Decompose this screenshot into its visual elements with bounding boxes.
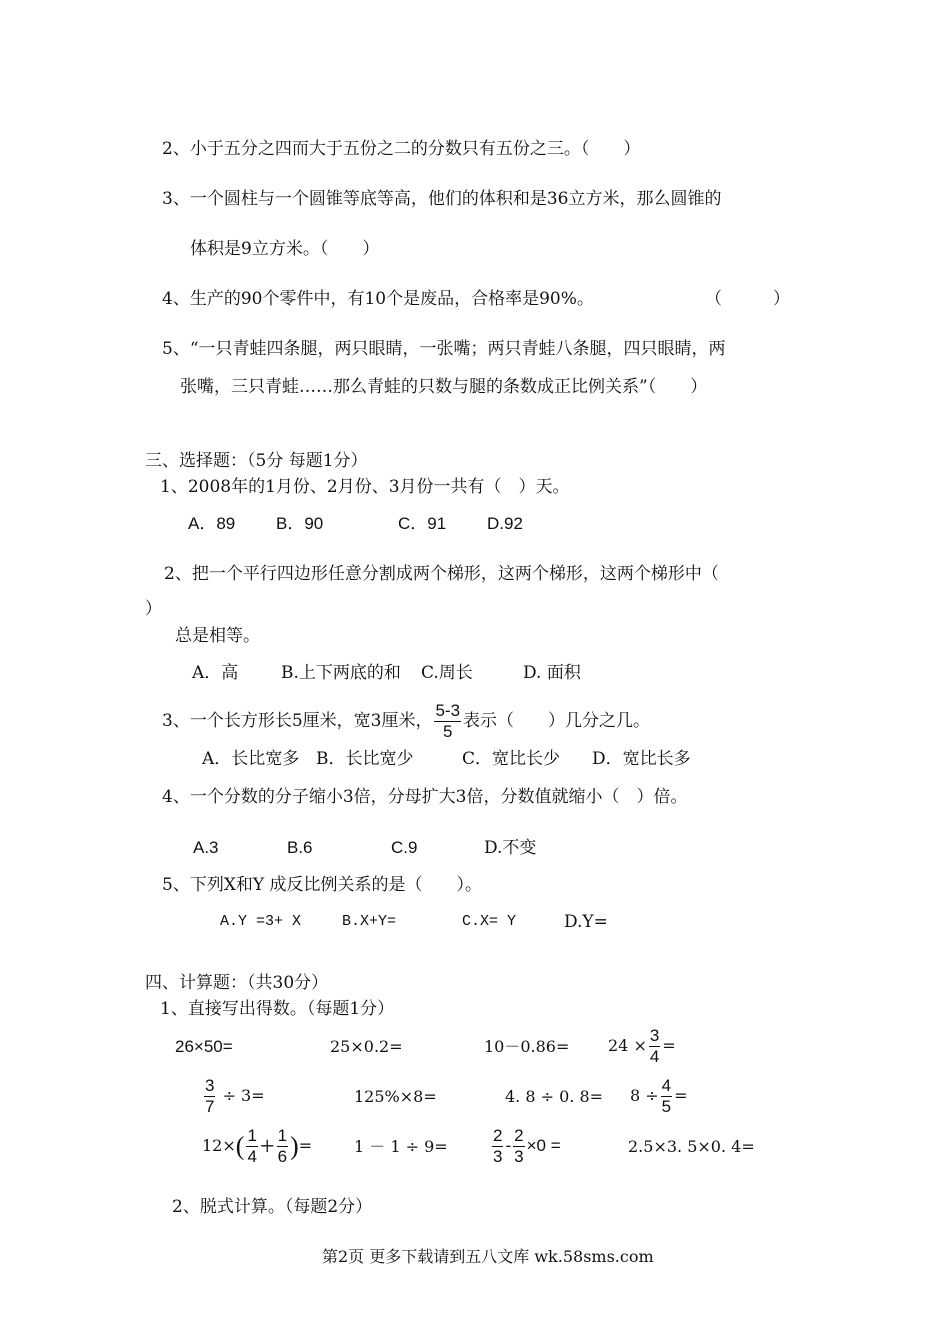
choice-q2-opt-a: A．高 — [192, 663, 239, 683]
calc-r3-fraction3 — [492, 1126, 503, 1167]
page-footer: 第2页 更多下载请到五八文库 wk.58sms.com — [322, 1247, 654, 1266]
choice-q3-suffix: 表示（ ）几分之几。 — [463, 711, 651, 731]
choice-q2-opt-b: B.上下两底的和 — [281, 663, 401, 683]
choice-q5-opt-a: A.Y =3+ X — [220, 913, 302, 930]
calc-r2-c4-head: 8 ÷ — [630, 1086, 659, 1105]
choice-q5-opt-b: B.X+Y= — [342, 913, 397, 930]
calc-r2-c3: 4. 8 ÷ 0. 8= — [505, 1087, 604, 1106]
judge-q2: 2、小于五分之四而大于五份之二的分数只有五份之三。（ ） — [162, 139, 641, 159]
calc-r1-c3: 10－0.86= — [484, 1037, 570, 1056]
judge-q4: 4、生产的90个零件中，有10个是废品，合格率是90%。 — [162, 289, 594, 309]
minus-sign: - — [505, 1136, 512, 1155]
section4-title: 四、计算题：（共30分） — [145, 973, 329, 993]
calc-r3-c1 — [202, 1124, 312, 1169]
calc-r2-c1 — [202, 1074, 265, 1118]
choice-q1-opt-a: A．89 — [188, 514, 236, 533]
choice-q5: 5、下列X和Y 成反比例关系的是（ ）。 — [162, 875, 483, 895]
judge-q5-line1: 5、“一只青蛙四条腿，两只眼睛，一张嘴；两只青蛙八条腿，四只眼睛，两 — [162, 339, 726, 359]
calc-r1-c2: 25×0.2= — [330, 1037, 403, 1056]
fraction-numerator: 2 — [514, 1126, 524, 1145]
fraction-numerator: 1 — [277, 1126, 288, 1145]
fraction-denominator: 4 — [247, 1147, 257, 1166]
fraction-numerator: 3 — [205, 1076, 215, 1095]
choice-q2-line3: 总是相等。 — [175, 626, 260, 646]
calc-r1-c1: 26×50= — [175, 1037, 233, 1056]
fraction-numerator: 4 — [661, 1076, 672, 1095]
section3-title: 三、选择题：（5分 每题1分） — [145, 451, 368, 471]
close-paren: ) — [290, 1131, 299, 1161]
calc-r2-c1-tail: ÷ 3= — [222, 1086, 265, 1105]
calc-r3-fraction4 — [513, 1126, 524, 1167]
choice-q3-fraction — [434, 701, 461, 742]
open-paren: ( — [235, 1131, 245, 1161]
calc-r1-c4-head: 24 × — [608, 1036, 647, 1055]
fraction-numerator: 2 — [493, 1126, 503, 1145]
fraction-numerator: 3 — [649, 1026, 660, 1045]
calc-r1-fraction — [649, 1026, 660, 1067]
choice-q2-opt-c: C.周长 — [421, 663, 473, 683]
choice-q3-opt-b: B．长比宽少 — [316, 749, 414, 769]
calc-r3-c1-tail: = — [298, 1136, 313, 1155]
choice-q1-opt-c: C．91 — [398, 514, 447, 533]
choice-q5-opt-c: C.X= Y — [462, 913, 517, 930]
calc-r1-c4-tail: = — [662, 1036, 676, 1055]
choice-q1: 1、2008年的1月份、2月份、3月份一共有（ ）天。 — [160, 477, 570, 497]
calc-r3-c3-tail: ×0 = — [526, 1136, 561, 1155]
judge-q4-paren: （ ） — [705, 289, 790, 309]
choice-q3-opt-c: C．宽比长少 — [462, 749, 561, 769]
fraction-denominator: 3 — [493, 1147, 503, 1166]
fraction-denominator: 4 — [649, 1047, 660, 1066]
calc-r3-fraction2 — [277, 1126, 288, 1167]
calc-sub1: 1、直接写出得数。（每题1分） — [160, 999, 395, 1019]
choice-q5-opt-d: D.Y= — [564, 912, 608, 932]
calc-r2-c2: 125%×8= — [354, 1087, 437, 1106]
fraction-denominator: 3 — [514, 1147, 524, 1166]
plus-sign: + — [259, 1131, 275, 1161]
calc-r3-c3 — [490, 1124, 561, 1168]
calc-r3-c1-head: 12× — [202, 1136, 236, 1155]
fraction-denominator: 6 — [277, 1147, 288, 1166]
judge-q3-line1: 3、一个圆柱与一个圆锥等底等高，他们的体积和是36立方米，那么圆锥的 — [162, 189, 722, 209]
choice-q3-prefix: 3、一个长方形长5厘米，宽3厘米， — [162, 711, 433, 731]
calc-r2-fraction1 — [204, 1076, 215, 1117]
choice-q4-opt-a: A.3 — [193, 838, 219, 857]
choice-q2-opt-d: D. 面积 — [523, 663, 581, 683]
fraction-numerator: 1 — [247, 1126, 257, 1145]
choice-q4: 4、一个分数的分子缩小3倍，分母扩大3倍，分数值就缩小（ ）倍。 — [162, 787, 688, 807]
choice-q4-opt-d: D.不变 — [484, 838, 537, 858]
calc-r2-c4 — [630, 1074, 688, 1118]
fraction-denominator: 5 — [443, 722, 453, 741]
choice-q3 — [162, 700, 650, 742]
choice-q3-opt-d: D．宽比长多 — [592, 749, 691, 769]
judge-q3-line2: 体积是9立方米。（ ） — [190, 239, 380, 259]
fraction-denominator: 5 — [661, 1097, 672, 1116]
calc-sub2: 2、脱式计算。（每题2分） — [172, 1197, 373, 1217]
choice-q2-line1: 2、把一个平行四边形任意分割成两个梯形，这两个梯形，这两个梯形中（ — [164, 564, 719, 584]
choice-q4-opt-c: C.9 — [391, 838, 418, 857]
calc-r3-fraction1 — [246, 1126, 257, 1167]
choice-q4-opt-b: B.6 — [287, 838, 313, 857]
judge-q5-line2: 张嘴，三只青蛙……那么青蛙的只数与腿的条数成正比例关系”（ ） — [180, 377, 708, 397]
choice-q2-line2: ） — [145, 599, 162, 619]
fraction-numerator: 5-3 — [435, 701, 461, 720]
calc-r1-c4 — [608, 1024, 676, 1068]
calc-r2-c4-tail: = — [674, 1086, 688, 1105]
calc-r2-fraction4 — [661, 1076, 672, 1117]
fraction-denominator: 7 — [205, 1097, 215, 1116]
choice-q3-opt-a: A．长比宽多 — [202, 749, 300, 769]
choice-q1-opt-b: B．90 — [276, 514, 324, 533]
calc-r3-c4: 2.5×3. 5×0. 4= — [628, 1137, 755, 1156]
choice-q1-opt-d: D.92 — [487, 514, 523, 533]
calc-r3-c2: 1 － 1 ÷ 9= — [354, 1137, 448, 1156]
